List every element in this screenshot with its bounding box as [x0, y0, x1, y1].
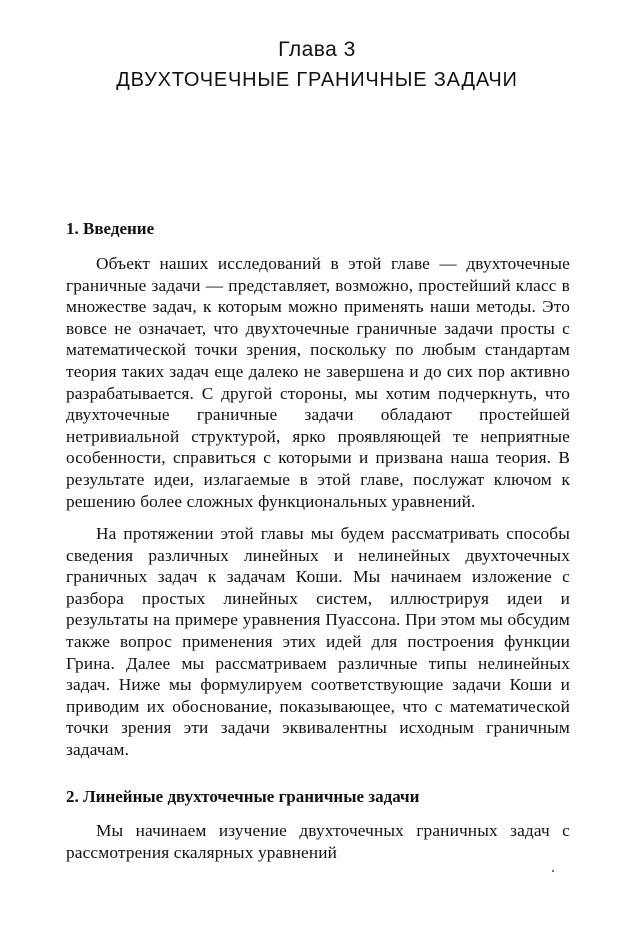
- chapter-label: Глава 3: [278, 38, 356, 61]
- print-speck: [552, 870, 554, 872]
- section-heading-introduction: 1. Введение: [66, 219, 155, 238]
- paragraph: Объект наших исследований в этой главе — двухточечные граничные задачи — представляет, возможно, простейший класс в множестве задач, к которым можно применять наши методы. Это вовсе не означает, что двухточечные граничные задачи просты с математической точки зрения, поскольку по любым стандартам теория таких задач еще далеко не завершена и до сих пор активно разрабатывается. С другой стороны, мы хотим подчеркнуть, что двухточечные граничные задачи обладают простейшей нетривиальной структурой, ярко проявляющей те неприятные особенности, справиться с которыми и призвана наша теория. В результате идеи, излагаемые в этой главе, послужат ключом к решению более сложных функциональных уравнений.: [66, 254, 570, 511]
- chapter-title: ДВУХТОЧЕЧНЫЕ ГРАНИЧНЫЕ ЗАДАЧИ: [116, 69, 518, 91]
- paragraph: На протяжении этой главы мы будем рассматривать способы сведения различных линейных и нелинейных двухточечных граничных задач к задачам Коши. Мы начинаем изложение с разбора простых линейных систем, иллюстрируя идеи и результаты на примере уравнения Пуассона. При этом мы обсудим также вопрос применения этих идей для построения функции Грина. Далее мы рассматриваем различные типы нелинейных задач. Ниже мы формулируем соответствующие задачи Коши и приводим их обоснование, показывающее, что с математической точки зрения эти задачи эквивалентны исходным граничным задачам.: [66, 524, 570, 759]
- section-heading-linear-problems: 2. Линейные двухточечные граничные задачи: [66, 787, 420, 806]
- paragraph: Мы начинаем изучение двухточечных граничных задач с рассмотрения скалярных уравнений: [66, 821, 570, 862]
